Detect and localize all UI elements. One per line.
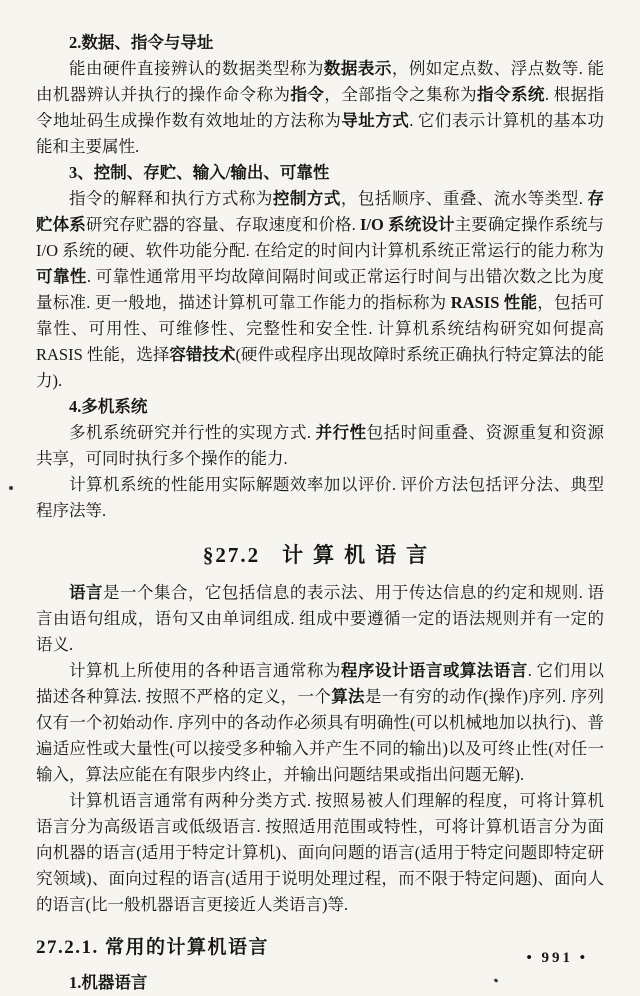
text-run: ，例如定点数、浮点数等. 能由机器辨认并执行的操作命令称为 xyxy=(36,59,605,104)
text-run: . 可靠性通常用平均故障间隔时间或正常运行时间与出错次数之比为度量标准. 更一般地，描述计算机可靠工作能力的指标称为 xyxy=(36,267,605,312)
paragraph-language-definition xyxy=(36,580,604,658)
section-number: §27.2 xyxy=(202,543,261,567)
bold-term-data-representation: 数据表示 xyxy=(323,59,392,78)
paragraph-control-reliability xyxy=(36,186,604,394)
bold-term-control-mode: 控制方式 xyxy=(272,189,341,208)
text-run: 计算机系统的性能用实际解题效率加以评价. 评价方法包括评分法、典型程序法等. xyxy=(36,475,604,520)
heading-data-instructions-addressing: 2.数据、指令与导址 xyxy=(69,33,214,52)
bold-term-language: 语言 xyxy=(69,583,103,602)
heading-control-storage-io-reliability: 3、控制、存贮、输入/输出、可靠性 xyxy=(69,163,330,182)
text-run: 指令的解释和执行方式称为 xyxy=(69,189,273,208)
text-run: 计算机上所使用的各种语言通常称为 xyxy=(69,661,341,680)
text-run: 主要确定操作系统与 I/O 系统的硬、软件功能分配. 在给定的时间内计算机系统正常运行的能力称为 xyxy=(36,215,605,260)
text-run: 包括时间重叠、资源重复和资源共享，可同时执行多个操作的能力. xyxy=(36,423,605,468)
text-run: 是一有穷的动作(操作)序列. 序列仅有一个初始动作. 序列中的各动作必须具有明确性(可以机械地加以执行)、普遍适应性或大量性(可以接受多种输入并产生不同的输出)以及可终止性(对任一输入，算法应能在有限步内终止，并输出问题结果或指出问题无解). xyxy=(36,687,605,784)
text-run: ，全部指令之集称为 xyxy=(324,85,478,104)
bold-term-fault-tolerance: 容错技术 xyxy=(169,345,236,364)
bold-term-rasis: RASIS 性能 xyxy=(450,293,538,312)
text-run: . 它们表示计算机的基本功能和主要属性. xyxy=(36,111,605,156)
paragraph-data-representation xyxy=(36,56,604,160)
subsection-heading-27-2-1: 27.2.1. 常用的计算机语言 xyxy=(36,937,270,958)
bold-term-storage-hierarchy: 存贮体系 xyxy=(36,189,605,234)
text-run: (硬件或程序出现故障时系统正确执行特定算法的能力). xyxy=(36,345,604,390)
bold-term-instruction-set: 指令系统 xyxy=(477,85,545,104)
paragraph-language-classification xyxy=(36,788,604,918)
heading-multi-machine-systems: 4.多机系统 xyxy=(69,397,148,416)
bold-term-parallelism: 并行性 xyxy=(315,423,367,442)
text-run: 多机系统研究并行性的实现方式. xyxy=(69,423,316,442)
text-run: ，包括顺序、重叠、流水等类型. xyxy=(340,189,588,208)
heading-machine-language: 1.机器语言 xyxy=(69,973,148,992)
paragraph-performance-evaluation xyxy=(36,472,604,524)
text-run: 研究存贮器的容量、存取速度和价格. xyxy=(85,215,361,234)
bold-term-algorithm: 算法 xyxy=(331,687,365,706)
bold-term-programming-language: 程序设计语言或算法语言 xyxy=(340,661,528,680)
text-run: ，包括可靠性、可用性、可维修性、完整性和安全性. 计算机系统结构研究如何提高 RASIS 性能，选择 xyxy=(36,293,605,364)
paragraph-parallelism xyxy=(36,420,604,472)
bold-term-instruction: 指令 xyxy=(290,85,325,104)
section-heading-27-2 xyxy=(36,540,604,570)
page-number: • 991 • xyxy=(526,950,588,966)
section-title: 计算机语言 xyxy=(282,543,438,567)
text-run: 是一个集合，它包括信息的表示法、用于传达信息的约定和规则. 语言由语句组成，语句又由单词组成. 组成中要遵循一定的语法规则并有一定的语义. xyxy=(36,583,605,654)
bold-term-reliability: 可靠性 xyxy=(36,267,87,286)
text-run: 能由硬件直接辨认的数据类型称为 xyxy=(69,59,324,78)
text-run: . 它们用以描述各种算法. 按照不严格的定义，一个 xyxy=(36,661,605,706)
text-run: 计算机语言通常有两种分类方式. 按照易被人们理解的程度，可将计算机语言分为高级语言或低级语言. 按照适用范围或特性，可将计算机语言分为面向机器的语言(适用于特定计算机)、面向问题的语言(适用于特定问题即特定研究领域)、面向过程的语言(适用于说明处理过程，而不限于特定问题)、面向人的语言(比一般机器语言更接近人类语言)等. xyxy=(36,791,604,914)
scan-speck xyxy=(9,486,13,490)
text-run: . 根据指令地址码生成操作数有效地址的方法称为 xyxy=(36,85,605,130)
bold-term-addressing-mode: 导址方式 xyxy=(341,111,410,130)
bold-term-io-system-design: I/O 系统设计 xyxy=(360,215,455,234)
paragraph-programming-languages xyxy=(36,658,604,788)
